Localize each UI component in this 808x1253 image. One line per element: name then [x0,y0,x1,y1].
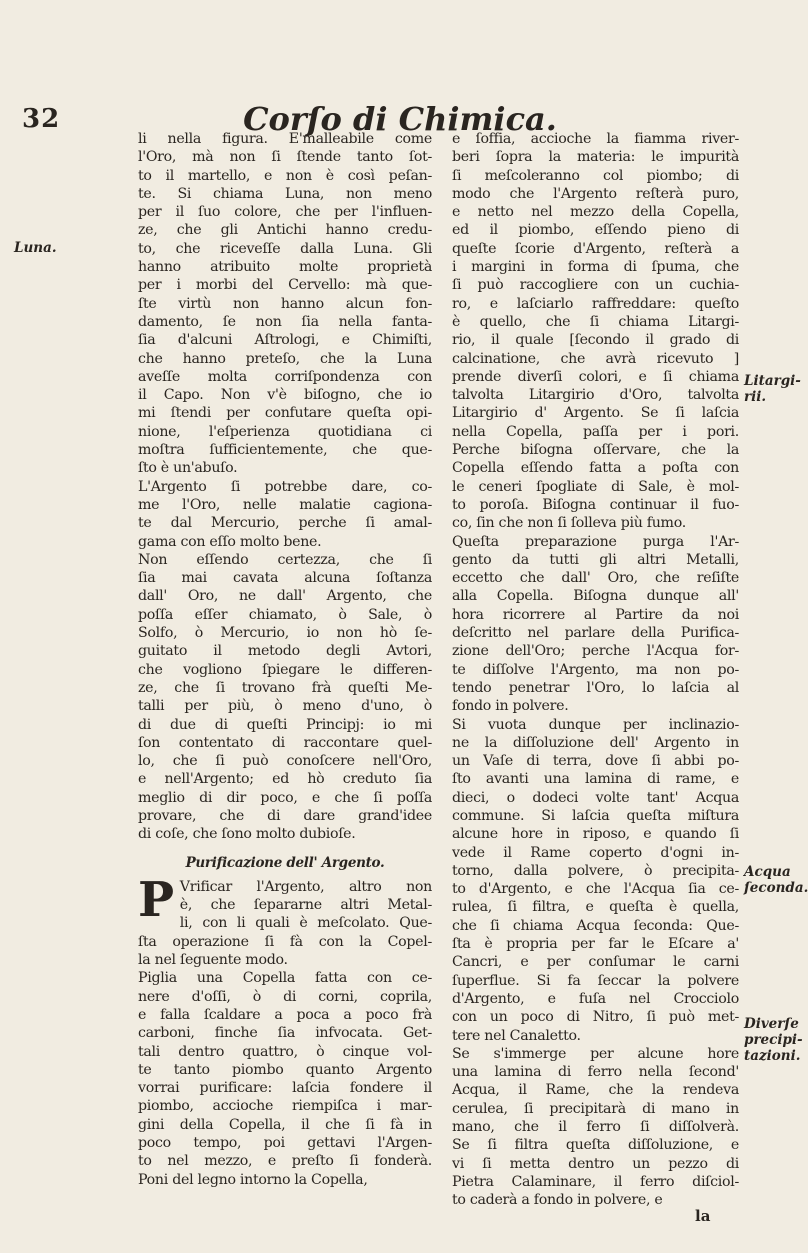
text-line: mi ſtendi per confutare queſta opi- [138,405,432,422]
margin-note-acqua [744,864,808,896]
text-line: Cancri, e per conſumar le carni [452,954,739,971]
text-line: nella Copella, paſſa per i pori. [452,423,739,440]
text-line: to il martello, e non è così peſan- [138,167,432,184]
text-line: poſſa eſſer chiamato, ò Sale, ò [138,606,432,623]
text-line: moſtra ſufficientemente, che que- [138,442,432,459]
text-line: L'Argento ſi potrebbe dare, co- [138,478,432,495]
margin-note-line: ſeconda. [744,880,808,896]
text-line: aveſſe molta corriſpondenza con [138,368,432,385]
text-line: cerulea, ſi precipitarà di mano in [452,1100,739,1117]
text-line: ze, che gli Antichi hanno credu- [138,222,432,239]
margin-note-line: rii. [744,389,767,405]
text-line: il Capo. Non v'è biſogno, che io [138,387,432,404]
left-column [138,130,432,1225]
text-line: damento, ſe non ſia nella fanta- [138,313,432,330]
margin-note-line: Acqua [744,864,791,880]
margin-note-diverse [744,1016,803,1064]
text-line: zione dell'Oro; perche l'Acqua for- [452,643,739,660]
text-line: Poni del legno intorno la Copella, [138,1171,368,1188]
text-line: ſto è un'abuſo. [138,460,238,477]
text-line: l'Oro, mà non ſi ſtende tanto ſot- [138,149,432,166]
text-line: prende diverſi colori, e ſi chiama [452,368,739,385]
text-line: meglio di dir poco, e che ſi poſſa [138,789,432,806]
text-line: e nell'Argento; ed hò creduto ſia [138,771,432,788]
text-line: ed il piombo, eſſendo pieno di [452,222,739,239]
text-line: vorrai purificare: laſcia fondere il [138,1080,432,1097]
text-line: gama con eſſo molto bene. [138,533,322,550]
text-line: modo che l'Argento reſterà puro, [452,185,739,202]
text-line: le ceneri ſpogliate di Sale, è mol- [452,478,739,495]
paragraph [452,1045,739,1210]
text-line: per il ſuo colore, che per l'influen- [138,204,432,221]
right-column [452,130,739,1225]
text-line: rulea, ſi filtra, e queſta è quella, [452,899,739,916]
text-line: e falla ſcaldare a poca a poco frà [138,1006,432,1023]
text-line: con un poco di Nitro, ſi può met- [452,1009,739,1026]
running-title: Corſo di Chimica. [243,100,557,138]
text-line: nere d'oſſi, ò di corni, coprila, [138,988,432,1005]
text-line: Si vuota dunque per inclinazio- [452,716,739,733]
text-line: hora ricorrere al Partire da noi [452,606,739,623]
text-line: Pietra Calaminare, il ferro diſciol- [452,1173,739,1190]
text-line: ſuperflue. Si fa ſeccar la polvere [452,972,739,989]
text-line: vede il Rame coperto d'ogni in- [452,844,739,861]
paragraph [452,130,739,533]
text-line: alcune hore in riposo, e quando ſi [452,826,739,843]
text-line: alla Copella. Biſogna dunque all' [452,588,739,605]
page-number: 32 [22,104,61,134]
text-line: provare, che di dare grand'idee [138,807,432,824]
text-line: e netto nel mezzo della Copella, [452,204,739,221]
margin-note-line: precipi- [744,1032,803,1048]
text-line: tendo penetrar l'Oro, lo laſcia al [452,679,739,696]
dropcap: P [138,871,174,928]
text-line: ſi può raccogliere con un cuchia- [452,277,739,294]
text-line: è, che ſepararne altri Metal- [179,897,432,914]
text-line: gini della Copella, il che ſi fà in [138,1116,432,1133]
margin-note-line: Litargi- [744,373,801,389]
text-line: ne la diſſoluzione dell' Argento in [452,734,739,751]
text-line: te. Si chiama Luna, non meno [138,185,432,202]
text-line: rio, il quale [ſecondo il grado di [452,332,739,349]
text-line: che ſi chiama Acqua ſeconda: Que- [452,917,739,934]
text-line: guitato il metodo degli Avtori, [138,643,432,660]
text-line: ſi meſcoleranno col piombo; di [452,167,739,184]
text-line: to d'Argento, e che l'Acqua ſia ce- [452,881,739,898]
text-line: che vogliono ſpiegare le differen- [138,661,432,678]
text-line: ſia d'alcuni Aſtrologi, e Chimiſti, [138,332,432,349]
text-line: dall' Oro, ne dall' Argento, che [138,588,432,605]
text-line: li, con li quali è meſcolato. Que- [179,915,432,932]
text-line: calcinatione, che avrà ricevuto ] [452,350,739,367]
text-line: ſto avanti una lamina di rame, e [452,771,739,788]
text-line: carboni, finche ſia infvocata. Get- [138,1025,432,1042]
text-line: to poroſa. Biſogna continuar il fuo- [452,496,739,513]
paragraph [138,871,432,969]
text-line: una lamina di ferro nella ſecond' [452,1064,739,1081]
text-line: Piglia una Copella fatta con ce- [138,970,432,987]
text-line: ro, e laſciarlo raffreddare: queſto [452,295,739,312]
text-line: Non eſſendo certezza, che ſi [138,551,432,568]
text-line: to, che riceveſſe dalla Luna. Gli [138,240,432,257]
text-line: lo, che ſi può conoſcere nell'Oro, [138,753,432,770]
text-line: poco tempo, poi gettavi l'Argen- [138,1135,432,1152]
text-line: te tanto piombo quanto Argento [138,1061,432,1078]
text-line: queſte ſcorie d'Argento, reſterà a [452,240,739,257]
text-line: te diſſolve l'Argento, ma non po- [452,661,739,678]
text-line: eccetto che dall' Oro, che reſiſte [452,570,739,587]
text-line: Se s'immerge per alcune hore [452,1045,739,1062]
paragraph [452,716,739,1045]
text-line: te dal Mercurio, perche ſi amal- [138,515,432,532]
paragraph [138,551,432,844]
section-title: Purificazione dell' Argento. [185,854,385,871]
text-line: d'Argento, e fuſa nel Crocciolo [452,990,739,1007]
paragraph [138,478,432,551]
catchword: la [695,1207,711,1225]
text-line: Perche biſogna oſſervare, che la [452,442,739,459]
text-line: Queſta preparazione purga l'Ar- [452,533,739,550]
text-line: è quello, che ſi chiama Litargi- [452,313,739,330]
text-line: Acqua, il Rame, che la rendeva [452,1082,739,1099]
text-line: co, ſin che non ſi ſolleva più fumo. [452,515,686,532]
text-line: ſta operazione ſi fà con la Copel- [138,933,432,950]
text-line: ze, che ſi trovano frà queſti Me- [138,679,432,696]
margin-note-line: Diverſe [744,1016,799,1032]
text-line: mano, che il ferro ſi diſſolverà. [452,1119,739,1136]
paragraph [138,969,432,1189]
text-line: per i morbi del Cervello: mà que- [138,277,432,294]
text-line: hanno atribuito molte proprietà [138,259,432,276]
text-line: di coſe, che ſono molto dubioſe. [138,826,356,843]
text-line: Solfo, ò Mercurio, io non hò ſe- [138,625,432,642]
text-line: commune. Si laſcia queſta miſtura [452,807,739,824]
text-line: torno, dalla polvere, ò precipita- [452,862,739,879]
text-line: piombo, accioche riempiſca i mar- [138,1098,432,1115]
text-line: beri ſopra la materia: le impurità [452,149,739,166]
text-line: ſta è propria per far le Eſcare a' [452,936,739,953]
text-line: dieci, o dodeci volte tant' Acqua [452,789,739,806]
paragraph [452,533,739,716]
text-line: Vrificar l'Argento, altro non [179,878,432,895]
text-line: la nel ſeguente modo. [138,952,288,969]
text-line: ſon contentato di raccontare quel- [138,734,432,751]
text-line: ſte virtù non hanno alcun fon- [138,295,432,312]
text-line: to caderà a fondo in polvere, e [452,1192,663,1209]
text-line: li nella figura. E'malleabile come [138,131,432,147]
margin-note-luna: Luna. [14,240,57,256]
text-line: tali dentro quattro, ò cinque vol- [138,1043,432,1060]
text-line: un Vaſe di terra, dove ſi abbi po- [452,753,739,770]
text-line: Copella eſſendo fatta a poſta con [452,460,739,477]
text-line: vi ſi metta dentro un pezzo di [452,1155,739,1172]
text-line: ſia mai cavata alcuna ſoſtanza [138,570,432,587]
text-line: i margini in forma di ſpuma, che [452,259,739,276]
paragraph [138,130,432,478]
text-line: talvolta Litargirio d'Oro, talvolta [452,387,739,404]
text-line: me l'Oro, nelle malatie cagiona- [138,496,432,513]
text-line: nione, l'eſperienza quotidiana ci [138,423,432,440]
margin-note-line: tazioni. [744,1048,801,1064]
text-line: to nel mezzo, e preſto ſi fonderà. [138,1153,432,1170]
text-line: gento da tutti gli altri Metalli, [452,551,739,568]
text-line: e ſoffia, accioche la fiamma river- [452,131,739,147]
text-line: che hanno preteſo, che la Luna [138,350,432,367]
text-line: fondo in polvere. [452,698,569,715]
text-line: Se ſi filtra queſta diſſoluzione, e [452,1137,739,1154]
text-line: Litargirio d' Argento. Se ſi laſcia [452,405,739,422]
dropcap-paragraph [138,871,432,969]
text-line: deſcritto nel parlare della Purifica- [452,625,739,642]
margin-note-litargirii [744,373,800,405]
text-line: di due di queſti Principj: io mi [138,716,432,733]
text-line: talli per più, ò meno d'uno, ò [138,698,432,715]
text-line: tere nel Canaletto. [452,1027,581,1044]
